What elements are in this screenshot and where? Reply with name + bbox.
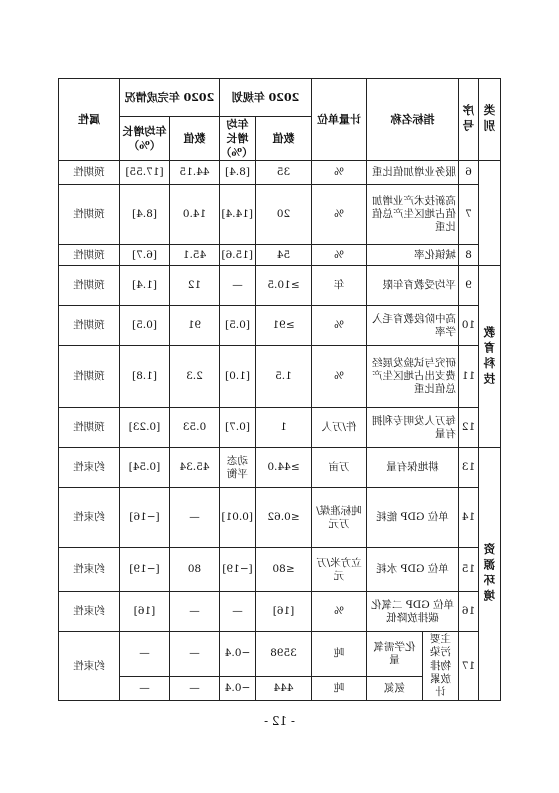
plan-value: 1 xyxy=(256,408,312,448)
seq-cell: 10 xyxy=(459,306,479,346)
header-actual-growth: 年均增长（%） xyxy=(119,117,169,161)
unit-cell: 立方米/万元 xyxy=(312,548,367,592)
table-row xyxy=(58,245,500,266)
attribute-cell: 预期性 xyxy=(58,266,119,306)
indicator-name: 化学需氧量 xyxy=(367,632,423,676)
seq-cell: 17 xyxy=(459,632,479,701)
unit-cell: 件/万人 xyxy=(312,408,367,448)
actual-growth: [0.5] xyxy=(119,306,169,346)
seq-cell: 8 xyxy=(459,245,479,266)
header-plan-2020: 2020 年规划 xyxy=(219,79,311,117)
header-name: 指标名称 xyxy=(367,79,459,161)
unit-cell: % xyxy=(312,346,367,408)
table-row xyxy=(58,408,500,448)
attribute-cell: 预期性 xyxy=(58,346,119,408)
actual-value: 45.34 xyxy=(169,448,219,488)
table-row xyxy=(58,346,500,408)
table-row xyxy=(58,632,500,676)
header-actual-2020: 2020 年完成情况 xyxy=(119,79,219,117)
actual-growth: [6.7] xyxy=(119,245,169,266)
plan-value: 3598 xyxy=(256,632,312,676)
header-category: 类别 xyxy=(479,79,501,161)
table-row xyxy=(58,306,500,346)
actual-growth: [16] xyxy=(119,592,169,632)
table-row xyxy=(58,161,500,185)
actual-value: — xyxy=(169,488,219,548)
plan-growth: −0.4 xyxy=(219,676,255,700)
actual-growth: — xyxy=(119,632,169,676)
actual-growth: [0.54] xyxy=(119,448,169,488)
unit-cell: 吨 xyxy=(312,632,367,676)
seq-cell: 14 xyxy=(459,488,479,548)
table-row xyxy=(58,266,500,306)
actual-growth: [−16] xyxy=(119,488,169,548)
indicator-name: 研究与试验发展经费支出占地区生产总值比重 xyxy=(367,346,459,408)
actual-growth: [−19] xyxy=(119,548,169,592)
pollutant-group: 主要污染物排放累计 xyxy=(423,632,459,701)
unit-cell: % xyxy=(312,592,367,632)
actual-growth: [17.55] xyxy=(119,161,169,185)
unit-cell: % xyxy=(312,306,367,346)
attribute-cell: 预期性 xyxy=(58,245,119,266)
seq-cell: 13 xyxy=(459,448,479,488)
actual-growth: [1.4] xyxy=(119,266,169,306)
attribute-cell: 预期性 xyxy=(58,185,119,245)
indicator-table xyxy=(58,78,501,701)
indicator-name: 单位 GDP 二氧化碳排放降低 xyxy=(367,592,459,632)
plan-value: 54 xyxy=(256,245,312,266)
attribute-cell: 预期性 xyxy=(58,306,119,346)
attribute-cell: 预期性 xyxy=(58,161,119,185)
unit-cell: 年 xyxy=(312,266,367,306)
seq-cell: 7 xyxy=(459,185,479,245)
plan-growth: — xyxy=(219,592,255,632)
table-row xyxy=(58,592,500,632)
actual-value: 0.53 xyxy=(169,408,219,448)
actual-growth: [8.4] xyxy=(119,185,169,245)
header-plan-value: 数值 xyxy=(256,117,312,161)
plan-growth: [0.5] xyxy=(219,306,255,346)
plan-value: 20 xyxy=(256,185,312,245)
actual-value: 12 xyxy=(169,266,219,306)
table-row xyxy=(58,448,500,488)
plan-growth: [0.01] xyxy=(219,488,255,548)
seq-cell: 12 xyxy=(459,408,479,448)
page-number: - 12 - xyxy=(264,714,296,728)
plan-value: ≤80 xyxy=(256,548,312,592)
table-row xyxy=(58,185,500,245)
attribute-cell: 约束性 xyxy=(58,592,119,632)
unit-cell: 万亩 xyxy=(312,448,367,488)
seq-cell: 15 xyxy=(459,548,479,592)
plan-growth: [0.7] xyxy=(219,408,255,448)
header-unit: 计量单位 xyxy=(312,79,367,161)
category-cell-empty xyxy=(479,161,501,266)
plan-growth: 动态平衡 xyxy=(219,448,255,488)
actual-value: — xyxy=(169,632,219,676)
plan-value: [16] xyxy=(256,592,312,632)
attribute-cell: 约束性 xyxy=(58,488,119,548)
table-row xyxy=(58,488,500,548)
actual-value: 91 xyxy=(169,306,219,346)
plan-growth: [8.4] xyxy=(219,161,255,185)
plan-value: 1.5 xyxy=(256,346,312,408)
plan-value: ≥91 xyxy=(256,306,312,346)
header-actual-value: 数值 xyxy=(169,117,219,161)
actual-value: 2.3 xyxy=(169,346,219,408)
unit-cell: % xyxy=(312,161,367,185)
plan-growth: [1.0] xyxy=(219,346,255,408)
indicator-name: 单位 GDP 水耗 xyxy=(367,548,459,592)
actual-value: — xyxy=(169,592,219,632)
indicator-name: 高中阶段教育毛入学率 xyxy=(367,306,459,346)
indicator-name: 单位 GDP 能耗 xyxy=(367,488,459,548)
plan-growth: [15.6] xyxy=(219,245,255,266)
indicator-name: 氨氮 xyxy=(367,676,423,700)
plan-growth: — xyxy=(219,266,255,306)
plan-value: 444 xyxy=(256,676,312,700)
attribute-cell: 约束性 xyxy=(58,632,119,701)
plan-value: ≥10.5 xyxy=(256,266,312,306)
actual-growth: [0.23] xyxy=(119,408,169,448)
category-resources: 资源环境 xyxy=(479,448,501,701)
header-attribute: 属性 xyxy=(58,79,119,161)
indicator-name: 城镇化率 xyxy=(367,245,459,266)
actual-value: — xyxy=(169,676,219,700)
header-plan-growth: 年均增长（%） xyxy=(219,117,255,161)
attribute-cell: 约束性 xyxy=(58,448,119,488)
attribute-cell: 预期性 xyxy=(58,408,119,448)
category-education: 教育科技 xyxy=(479,266,501,448)
attribute-cell: 约束性 xyxy=(58,548,119,592)
unit-cell: % xyxy=(312,185,367,245)
indicator-name: 耕地保有量 xyxy=(367,448,459,488)
plan-growth: [−19] xyxy=(219,548,255,592)
indicator-name: 每万人发明专利拥有量 xyxy=(367,408,459,448)
table-row xyxy=(58,548,500,592)
plan-value: ≥44.0 xyxy=(256,448,312,488)
seq-cell: 16 xyxy=(459,592,479,632)
unit-cell: 吨 xyxy=(312,676,367,700)
actual-growth: — xyxy=(119,676,169,700)
indicator-name: 平均受教育年限 xyxy=(367,266,459,306)
unit-cell: 吨标准煤/万元 xyxy=(312,488,367,548)
actual-value: 45.1 xyxy=(169,245,219,266)
plan-value: ≤0.62 xyxy=(256,488,312,548)
seq-cell: 9 xyxy=(459,266,479,306)
indicator-name: 服务业增加值比重 xyxy=(367,161,459,185)
indicator-name: 高新技术产业增加值占地区生产总值比重 xyxy=(367,185,459,245)
actual-value: 14.0 xyxy=(169,185,219,245)
actual-value: 44.15 xyxy=(169,161,219,185)
seq-cell: 6 xyxy=(459,161,479,185)
actual-value: 80 xyxy=(169,548,219,592)
seq-cell: 11 xyxy=(459,346,479,408)
plan-growth: −0.4 xyxy=(219,632,255,676)
header-seq: 序号 xyxy=(459,79,479,161)
plan-growth: [14.4] xyxy=(219,185,255,245)
plan-value: 35 xyxy=(256,161,312,185)
unit-cell: % xyxy=(312,245,367,266)
actual-growth: [1.8] xyxy=(119,346,169,408)
